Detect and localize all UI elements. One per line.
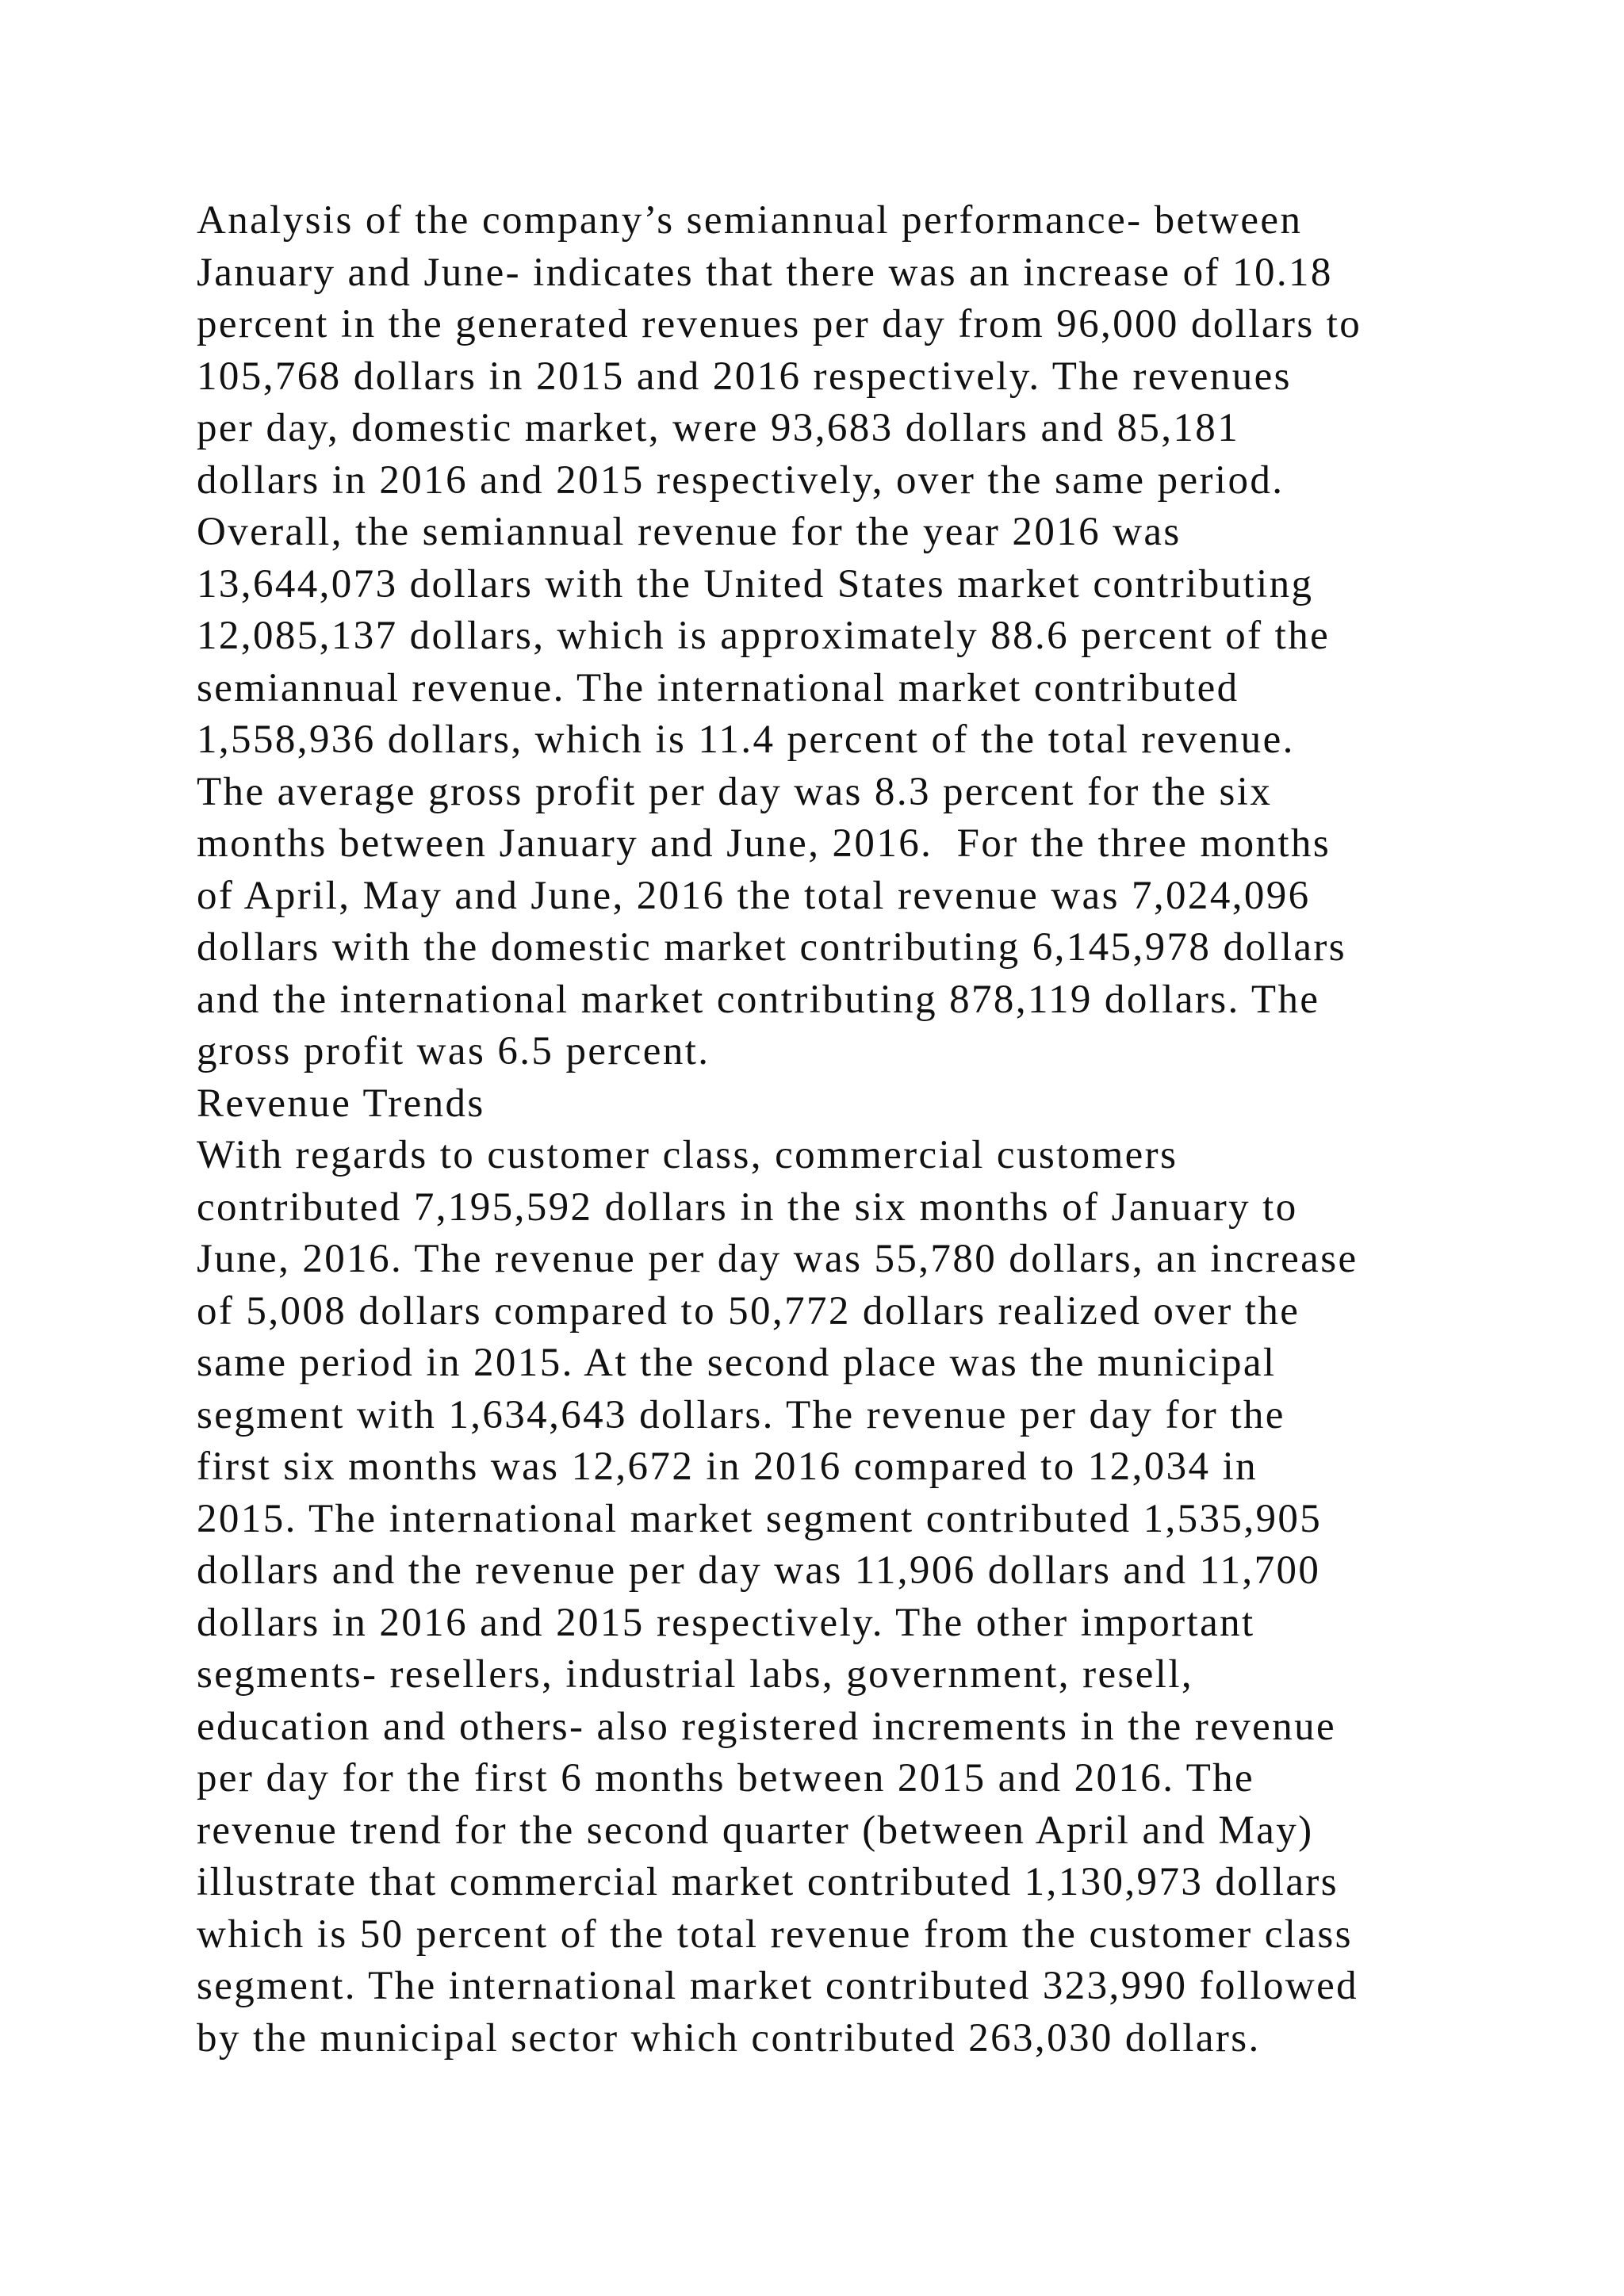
text-line: same period in 2015. At the second place was the municipal xyxy=(197,1341,1277,1385)
text-line: Analysis of the company’s semiannual performance- between xyxy=(197,198,1303,243)
text-line: 105,768 dollars in 2015 and 2016 respectively. The revenues xyxy=(197,354,1292,399)
text-line: revenue trend for the second quarter (between April and May) xyxy=(197,1808,1314,1853)
text-line: months between January and June, 2016. For the three months xyxy=(197,821,1331,866)
text-line: dollars in 2016 and 2015 respectively, over the same period. xyxy=(197,457,1285,503)
text-line: The average gross profit per day was 8.3 percent for the six xyxy=(197,769,1273,814)
text-line: 12,085,137 dollars, which is approximately 88.6 percent of the xyxy=(197,614,1331,658)
text-line: gross profit was 6.5 percent. xyxy=(197,1029,710,1073)
text-line: segment with 1,634,643 dollars. The revenue per day for the xyxy=(197,1392,1285,1437)
text-line: dollars and the revenue per day was 11,906 dollars and 11,700 xyxy=(197,1548,1321,1593)
text-line: illustrate that commercial market contributed 1,130,973 dollars xyxy=(197,1860,1339,1904)
text-line: Overall, the semiannual revenue for the year 2016 was xyxy=(197,510,1182,554)
text-line: and the international market contributing 878,119 dollars. The xyxy=(197,977,1320,1022)
text-line: Revenue Trends xyxy=(197,1081,485,1126)
text-line: education and others- also registered increments in the revenue xyxy=(197,1704,1337,1749)
text-line: first six months was 12,672 in 2016 compared to 12,034 in xyxy=(197,1445,1258,1489)
text-line: 13,644,073 dollars with the United States market contributing xyxy=(197,561,1314,607)
text-line: dollars in 2016 and 2015 respectively. The other important xyxy=(197,1600,1255,1645)
text-line: percent in the generated revenues per day from 96,000 dollars to xyxy=(197,302,1362,346)
text-line: With regards to customer class, commercial customers xyxy=(197,1133,1178,1177)
text-line: dollars with the domestic market contributing 6,145,978 dollars xyxy=(197,925,1347,970)
text-line: segment. The international market contributed 323,990 followed xyxy=(197,1964,1359,2008)
text-line: June, 2016. The revenue per day was 55,780 dollars, an increase xyxy=(197,1237,1358,1281)
text-line: 1,558,936 dollars, which is 11.4 percent of the total revenue. xyxy=(197,718,1295,762)
text-line: of 5,008 dollars compared to 50,772 dollars realized over the xyxy=(197,1288,1300,1334)
body-text xyxy=(197,195,1497,2064)
text-line: by the municipal sector which contributed 263,030 dollars. xyxy=(197,2015,1261,2061)
text-line: of April, May and June, 2016 the total revenue was 7,024,096 xyxy=(197,873,1311,918)
text-line: per day, domestic market, were 93,683 dollars and 85,181 xyxy=(197,406,1240,450)
text-line: January and June- indicates that there was an increase of 10.18 xyxy=(197,250,1333,295)
text-line: 2015. The international market segment contributed 1,535,905 xyxy=(197,1496,1323,1541)
text-line: which is 50 percent of the total revenue from the customer class xyxy=(197,1911,1353,1957)
text-line: semiannual revenue. The international market contributed xyxy=(197,665,1239,710)
text-line: segments- resellers, industrial labs, government, resell, xyxy=(197,1652,1194,1697)
text-line: contributed 7,195,592 dollars in the six months of January to xyxy=(197,1184,1298,1230)
text-line: per day for the first 6 months between 2015 and 2016. The xyxy=(197,1756,1255,1800)
